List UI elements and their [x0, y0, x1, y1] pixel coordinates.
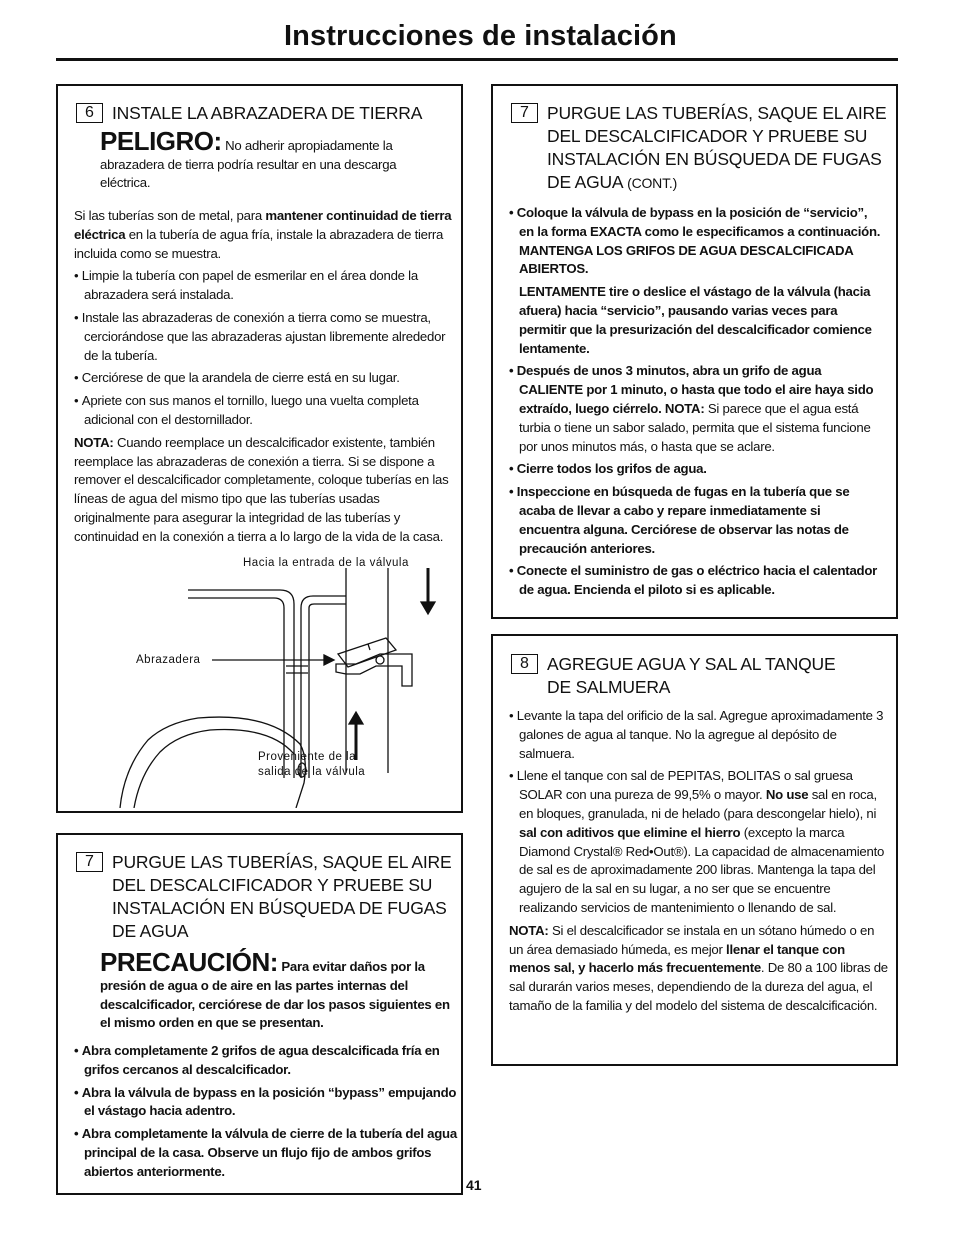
intro-paragraph: Si las tuberías son de metal, para mantener continuidad de tierra eléctrica en la tubería de agua fría, instale la abrazadera de tierra incluida como se muestra. — [74, 208, 452, 261]
clamp-label: Abrazadera — [136, 654, 201, 666]
list-item: • Después de unos 3 minutos, abra un grifo de agua CALIENTE por 1 minuto, o hasta que todo el aire haya sido extraído, luego ciérrelo. NOTA: Si parece que el agua está turbia o tiene un sabor salado, permita que el sistema funcione por unos minutos más, o hasta que se aclare. — [509, 363, 874, 454]
clamp — [336, 638, 412, 686]
list-item: • Conecte el suministro de gas o eléctrico hacia el calentador de agua. Encienda el piloto si es aplicable. — [509, 563, 878, 598]
softener-tank — [120, 717, 306, 808]
section-8-heading: AGREGUE AGUA Y SAL AL TANQUE DE SALMUERA — [547, 654, 836, 697]
section-8-body — [509, 707, 889, 1020]
danger-word: PELIGRO: — [100, 126, 222, 156]
outlet-label-line1: Proveniente de la — [258, 751, 357, 763]
caution-word: PRECAUCIÓN: — [100, 947, 278, 977]
section-6-body — [74, 207, 458, 551]
section-6-heading: INSTALE LA ABRAZADERA DE TIERRA — [112, 103, 423, 123]
note-paragraph: NOTA: Cuando reemplace un descalcificador existente, también reemplace las abrazaderas de conexión a tierra. Si se dispone a remover el descalcificador completamente, coloque tuberías en las líneas de agua del mismo tipo que las tuberías usadas originalmente para asegurar la integridad de las tuberías y continuidad en la conexión a tierra a lo largo de la vida de la casa. — [74, 434, 449, 544]
section-7-list — [74, 1042, 458, 1186]
section-6-box — [56, 84, 463, 813]
list-item: • Apriete con sus manos el tornillo, luego una vuelta completa adicional con el destornillador. — [74, 393, 419, 427]
step-number-8: 8 — [511, 654, 538, 674]
arrow-down-icon — [421, 568, 435, 614]
inlet-label: Hacia la entrada de la válvula — [243, 557, 409, 569]
outlet-label-line2: salida de la válvula — [258, 766, 366, 778]
list-item: • Instale las abrazaderas de conexión a tierra como se muestra, cerciorándose que las abrazaderas ajustan libremente alrededor de la tubería. — [74, 309, 446, 363]
danger-text: No adherir apropiadamente la abrazadera de tierra podría resultar en una descarga eléctrica. — [100, 138, 397, 190]
section-8-box — [491, 634, 898, 1066]
ground-clamp-diagram — [118, 568, 438, 808]
list-item: • Coloque la válvula de bypass en la posición de “servicio”, en la forma EXACTA como le especificamos a continuación. MANTENGA LOS GRIFOS DE AGUA DESCALCIFICADA ABIERTOS. — [509, 205, 881, 277]
title-rule — [56, 58, 898, 61]
section-7-cont-heading: PURGUE LAS TUBERÍAS, SAQUE EL AIRE DEL DESCALCIFICADOR Y PRUEBE SU INSTALACIÓN EN BÚSQUEDA DE FUGAS DE AGUA (CONT.) — [547, 103, 887, 192]
list-item: • Limpie la tubería con papel de esmerilar en el área donde la abrazadera será instalada. — [74, 268, 418, 303]
section-7-box — [56, 833, 463, 1195]
list-item: • Abra completamente la válvula de cierre de la tubería del agua principal de la casa. Observe un flujo fijo de ambos grifos abiertos anteriormente. — [74, 1126, 457, 1179]
section-7-cont-list — [509, 204, 881, 604]
page-title: Instrucciones de instalación — [284, 20, 677, 52]
step-number-7: 7 — [76, 852, 103, 872]
caution-text-lead: Para evitar daños por la — [281, 959, 425, 974]
clamp-pointer-arrow — [212, 655, 334, 665]
list-item: • Cierre todos los grifos de agua. — [509, 461, 707, 477]
list-item: • Levante la tapa del orificio de la sal. Agregue aproximadamente 3 galones de agua al tanque. No la agregue al depósito de salmuera. — [509, 708, 884, 761]
list-item: • Abra completamente 2 grifos de agua descalcificada fría en grifos cercanos al descalcificador. — [74, 1043, 440, 1077]
list-item: • Llene el tanque con sal de PEPITAS, BOLITAS o sal gruesa SOLAR con una pureza de 99,5% o mayor. No use sal en roca, en bloques, granulada, ni de helado (para descongelar hielo), ni sal con aditivos que elimine el hierro (excepto la marca Diamond Crystal® Red•Out®). La capacidad de almacenamiento de sal es de aproximadamente 200 libras. Mantenga la tapa del agujero de la sal en su lugar, a no ser que se encuentre realizando servicios de mantenimiento o llenando de sal. — [509, 768, 885, 915]
list-item-paragraph: LENTAMENTE tire o deslice el vástago de la válvula (hacia afuera) hacia “servicio”, pausando varias veces para permitir que la presurización del descalcificador comience lentamente. — [519, 284, 872, 356]
list-item: • Abra la válvula de bypass en la posición “bypass” empujando el vástago hacia adentro. — [74, 1084, 457, 1119]
list-item: • Inspeccione en búsqueda de fugas en la tubería que se acaba de llevar a cabo y repare inmediatamente si encuentra alguna. Cerciórese de observar las notas de precaución anteriores. — [509, 484, 850, 556]
small-pipes — [188, 590, 346, 778]
danger-warning — [100, 126, 440, 193]
section-7-cont-box — [491, 84, 898, 619]
arrow-up-icon — [349, 712, 363, 760]
page-number: 41 — [466, 1177, 482, 1193]
section-7-heading: PURGUE LAS TUBERÍAS, SAQUE EL AIRE DEL DESCALCIFICADOR Y PRUEBE SU INSTALACIÓN EN BÚSQUEDA DE FUGAS DE AGUA — [112, 852, 452, 941]
caution-text: presión de agua o de aire en las partes internas del descalcificador, cerciórese de dar los pasos siguientes en el mismo orden en que se presentan. — [100, 977, 450, 1031]
caution-warning — [100, 947, 454, 1033]
list-item: • Cerciórese de que la arandela de cierre está en su lugar. — [74, 370, 400, 386]
continued-label: (CONT.) — [627, 175, 678, 191]
step-number-6: 6 — [76, 103, 103, 123]
note-paragraph: NOTA: Si el descalcificador se instala en un sótano húmedo o en un área demasiado húmeda, es mejor llenar el tanque con menos sal, y hacerlo más frecuentemente. De 80 a 100 libras de sal durarán varios meses, dependiendo de la dureza del agua, el tamaño de la familia y del modelo del sistema de descalcificación. — [509, 922, 888, 1013]
step-number-7-cont: 7 — [511, 103, 538, 123]
